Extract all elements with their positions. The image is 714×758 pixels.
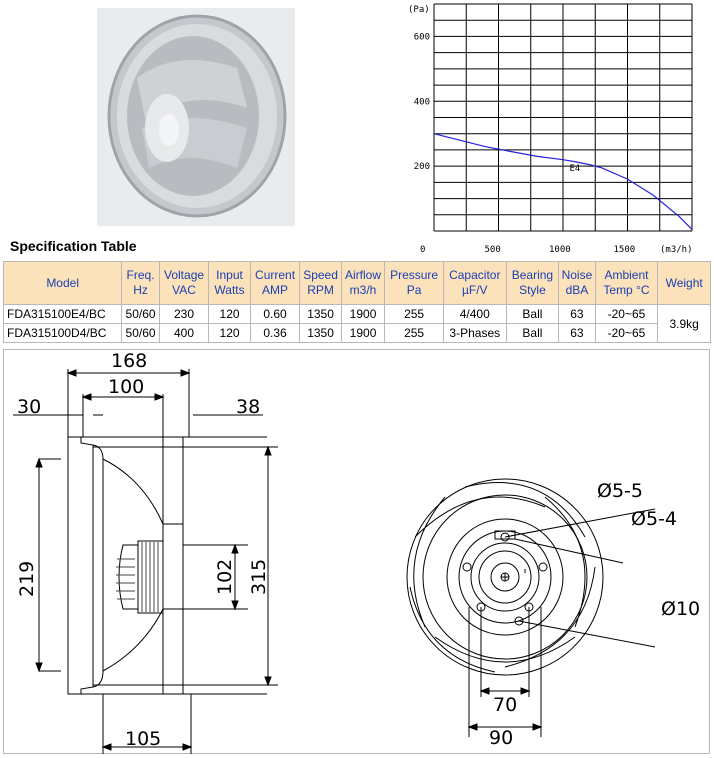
x-tick-label: 0 <box>420 245 426 255</box>
x-tick-label: 1000 <box>549 245 571 255</box>
spec-header-text: AMP <box>262 283 289 297</box>
y-tick-label: 400 <box>413 97 430 108</box>
table-row <box>4 305 711 324</box>
x-axis-label: (m3/h) <box>660 245 693 255</box>
side-view-outline <box>68 437 163 694</box>
spec-header-1 <box>122 262 159 305</box>
y-tick-label: 600 <box>413 32 430 43</box>
spec-cell: 0.60 <box>250 305 300 324</box>
spec-header-text: RPM <box>307 283 334 297</box>
spec-header-0 <box>4 262 122 305</box>
spec-cell: 3-Phases <box>443 324 506 343</box>
dim-phi-5-5: Ø5-5 <box>597 480 643 502</box>
y-axis-label: (Pa) <box>408 5 430 15</box>
y-tick-label: 200 <box>413 162 430 173</box>
spec-header-text: Pressure <box>390 268 439 282</box>
dim-105: 105 <box>125 728 162 750</box>
dim-102: 102 <box>214 558 236 595</box>
dim-168: 168 <box>111 350 148 372</box>
spec-cell: 50/60 <box>122 305 159 324</box>
spec-cell: FDA315100D4/BC <box>4 324 122 343</box>
spec-header-text: Model <box>46 275 79 290</box>
spec-header-3 <box>209 262 250 305</box>
dim-219: 219 <box>16 560 38 597</box>
spec-header-text: Input <box>216 268 243 282</box>
dim-90: 90 <box>489 727 514 749</box>
spec-header-text: Pa <box>406 283 422 297</box>
spec-header-text: µF/V <box>461 283 488 297</box>
spec-header-text: Airflow <box>345 268 382 282</box>
spec-header-text: Style <box>519 283 546 297</box>
spec-cell: 120 <box>209 324 250 343</box>
fan-impeller-photo <box>97 8 295 226</box>
dim-phi-10: Ø10 <box>661 598 701 620</box>
spec-cell: 120 <box>209 305 250 324</box>
dim-100: 100 <box>108 376 145 398</box>
spec-header-text: Speed <box>303 268 338 282</box>
front-view <box>407 479 655 737</box>
spec-cell: 255 <box>385 324 444 343</box>
spec-header-text: Noise <box>561 268 593 282</box>
spec-header-text: Voltage <box>164 268 205 282</box>
spec-header-text: dBA <box>565 283 589 297</box>
spec-header-text: VAC <box>172 283 196 297</box>
spec-header-text: Hz <box>133 283 148 297</box>
spec-cell: 50/60 <box>122 324 159 343</box>
spec-header-text: Current <box>255 268 296 282</box>
spec-table-title: Specification Table <box>10 238 137 254</box>
spec-header-6 <box>341 262 384 305</box>
spec-header-text: Weight <box>665 275 703 290</box>
spec-cell: 1350 <box>300 324 341 343</box>
spec-cell: -20~65 <box>595 324 658 343</box>
spec-header-9 <box>506 262 559 305</box>
dim-30: 30 <box>17 396 42 418</box>
spec-cell: FDA315100E4/BC <box>4 305 122 324</box>
spec-header-5 <box>300 262 341 305</box>
spec-cell: 255 <box>385 305 444 324</box>
spec-header-text: Capacitor <box>449 268 501 282</box>
spec-header-text: Temp °C <box>603 283 650 297</box>
spec-header-7 <box>385 262 444 305</box>
dim-phi-5-4: Ø5-4 <box>631 508 677 530</box>
dimension-drawing <box>3 349 710 754</box>
table-row <box>4 324 711 343</box>
dim-70: 70 <box>493 694 518 716</box>
spec-cell: 63 <box>559 324 595 343</box>
spec-header-text: m3/h <box>349 283 377 297</box>
spec-header-8 <box>443 262 506 305</box>
spec-cell: 400 <box>159 324 209 343</box>
spec-header-text: Watts <box>214 283 245 297</box>
spec-cell: 230 <box>159 305 209 324</box>
spec-cell: 63 <box>559 305 595 324</box>
x-tick-label: 1500 <box>613 245 636 255</box>
spec-cell: Ball <box>506 324 559 343</box>
dim-315: 315 <box>248 558 270 595</box>
series-label: E4 <box>569 164 581 175</box>
spec-cell: -20~65 <box>595 305 658 324</box>
performance-curve-chart <box>404 0 714 260</box>
spec-header-11 <box>595 262 658 305</box>
spec-header-text: Freq. <box>126 268 155 282</box>
spec-header-4 <box>250 262 300 305</box>
spec-cell: 1900 <box>341 324 384 343</box>
spec-weight: 3.9kg <box>658 305 711 343</box>
spec-header-text: Bearing <box>511 268 554 282</box>
spec-cell: Ball <box>506 305 559 324</box>
spec-header-row <box>4 262 711 305</box>
spec-cell: 0.36 <box>250 324 300 343</box>
spec-header-text: Ambient <box>604 268 649 282</box>
spec-header-10 <box>559 262 595 305</box>
spec-cell: 1350 <box>300 305 341 324</box>
spec-header-2 <box>159 262 209 305</box>
x-tick-label: 500 <box>484 245 501 255</box>
dim-38: 38 <box>236 396 261 418</box>
spec-table <box>3 261 711 343</box>
spec-cell: 1900 <box>341 305 384 324</box>
spec-header-12 <box>658 262 711 305</box>
spec-cell: 4/400 <box>443 305 506 324</box>
